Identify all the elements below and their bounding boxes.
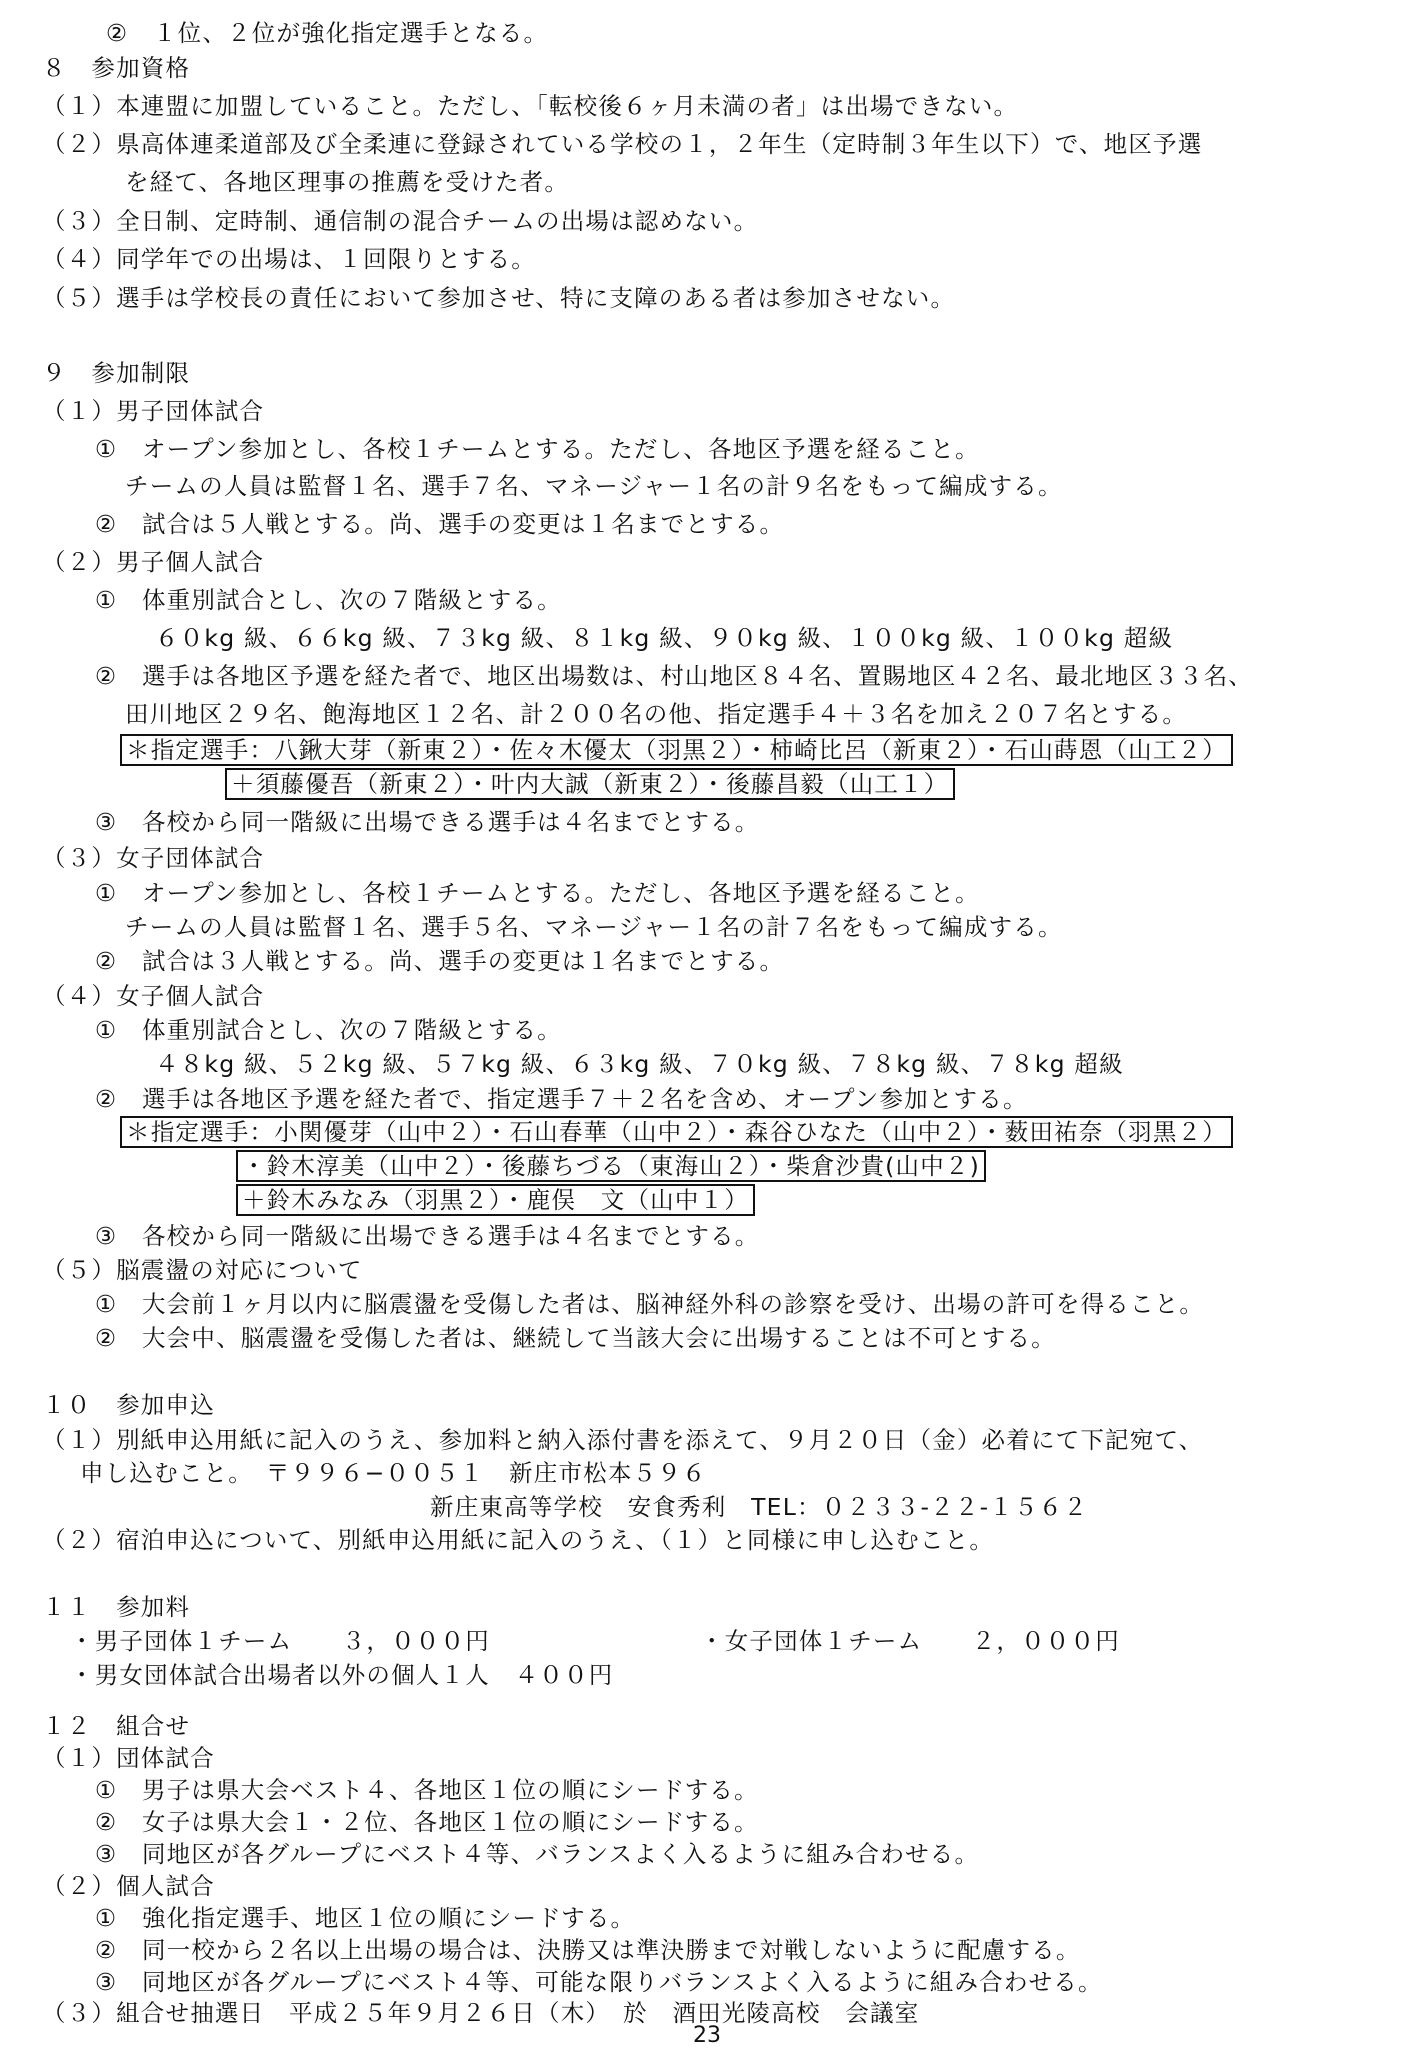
- text-line: （２）宿泊申込について、別紙申込用紙に記入のうえ、（１）と同様に申し込むこと。: [42, 1526, 995, 1554]
- text-line: ② 選手は各地区予選を経た者で、地区出場数は、村山地区８４名、置賜地区４２名、最北地区３３名、: [95, 662, 1253, 690]
- text-line: ① オープン参加とし、各校１チームとする。ただし、各地区予選を経ること。: [95, 435, 980, 463]
- text-line: （１）別紙申込用紙に記入のうえ、参加料と納入添付書を添えて、９月２０日（金）必着にて下記宛て、: [42, 1426, 1204, 1454]
- text-line: チームの人員は監督１名、選手７名、マネージャー１名の計９名をもって編成する。: [125, 472, 1063, 500]
- section-heading: １２ 組合せ: [42, 1712, 191, 1740]
- text-line: （３）全日制、定時制、通信制の混合チームの出場は認めない。: [42, 207, 759, 235]
- text-line: （３）組合せ抽選日 平成２５年９月２６日（木） 於 酒田光陵高校 会議室: [42, 1999, 920, 2027]
- text-line: ① 体重別試合とし、次の７階級とする。: [95, 586, 562, 614]
- text-line: ① 男子は県大会ベスト４、各地区１位の順にシードする。: [95, 1776, 759, 1804]
- text-line: （２）県高体連柔道部及び全柔連に登録されている学校の１，２年生（定時制３年生以下）で、地区予選: [42, 130, 1203, 158]
- fee-item: ・男女団体試合出場者以外の個人１人 ４００円: [70, 1661, 614, 1689]
- fee-item: ・男子団体１チーム ３，０００円: [70, 1627, 490, 1655]
- text-line: 田川地区２９名、飽海地区１２名、計２００名の他、指定選手４＋３名を加え２０７名とする。: [125, 700, 1188, 728]
- text-line: ② 試合は５人戦とする。尚、選手の変更は１名までとする。: [95, 510, 785, 538]
- text-line: ② 女子は県大会１・２位、各地区１位の順にシードする。: [95, 1808, 759, 1836]
- fee-item: ・女子団体１チーム ２，０００円: [700, 1627, 1120, 1655]
- subsection-heading: （２）個人試合: [42, 1872, 215, 1900]
- section-heading: ８ 参加資格: [42, 54, 191, 82]
- text-line: ① オープン参加とし、各校１チームとする。ただし、各地区予選を経ること。: [95, 879, 980, 907]
- subsection-heading: （５）脳震盪の対応について: [42, 1256, 363, 1284]
- text-line: ① 体重別試合とし、次の７階級とする。: [95, 1016, 562, 1044]
- weight-classes: ６０kg 級、６６kg 級、７３kg 級、８１kg 級、９０kg 級、１００kg 級、１００kg 超級: [155, 624, 1174, 652]
- designated-players-box: ＋鈴木みなみ（羽黒２）・鹿俣 文（山中１）: [236, 1184, 755, 1216]
- text-line: チームの人員は監督１名、選手５名、マネージャー１名の計７名をもって編成する。: [125, 913, 1063, 941]
- designated-players-box: ＋須藤優吾（新東２）・叶内大誠（新東２）・後藤昌毅（山工１）: [225, 768, 955, 800]
- text-line: ② 大会中、脳震盪を受傷した者は、継続して当該大会に出場することは不可とする。: [95, 1324, 1056, 1352]
- designated-players-box: ＊指定選手：小関優芽（山中２）・石山春華（山中２）・森谷ひなた（山中２）・薮田祐奈（羽黒２）: [120, 1116, 1233, 1148]
- designated-players-box: ・鈴木淳美（山中２）・後藤ちづる（東海山２）・柴倉沙貴(山中２): [236, 1150, 986, 1182]
- text-line: ③ 同地区が各グループにベスト４等、可能な限りバランスよく入るように組み合わせる。: [95, 1968, 1103, 1996]
- section-heading: １０ 参加申込: [42, 1391, 215, 1419]
- designated-players-box: ＊指定選手：八鍬大芽（新東２）・佐々木優太（羽黒２）・柿崎比呂（新東２）・石山蒔恩（山工２）: [120, 734, 1233, 766]
- contact-line: 新庄東高等学校 安食秀利 TEL：０２３３-２２-１５６２: [430, 1493, 1089, 1521]
- weight-classes: ４８kg 級、５２kg 級、５７kg 級、６３kg 級、７０kg 級、７８kg 級、７８kg 超級: [155, 1050, 1124, 1078]
- text-line: （４）同学年での出場は、１回限りとする。: [42, 245, 536, 273]
- text-line: ③ 各校から同一階級に出場できる選手は４名までとする。: [95, 808, 760, 836]
- subsection-heading: （４）女子個人試合: [42, 982, 265, 1010]
- subsection-heading: （３）女子団体試合: [42, 844, 265, 872]
- text-line: ① 大会前１ヶ月以内に脳震盪を受傷した者は、脳神経外科の診察を受け、出場の許可を得ること。: [95, 1290, 1205, 1318]
- text-line: ③ 各校から同一階級に出場できる選手は４名までとする。: [95, 1222, 760, 1250]
- subsection-heading: （１）男子団体試合: [42, 397, 265, 425]
- text-line: を経て、各地区理事の推薦を受けた者。: [125, 168, 570, 196]
- subsection-heading: （１）団体試合: [42, 1744, 215, 1772]
- text-line: （５）選手は学校長の責任において参加させ、特に支障のある者は参加させない。: [42, 284, 956, 312]
- text-line: （１）本連盟に加盟していること。ただし、「転校後６ヶ月未満の者」は出場できない。: [42, 92, 1019, 120]
- section-heading: １１ 参加料: [42, 1593, 191, 1621]
- text-line: ② 同一校から２名以上出場の場合は、決勝又は準決勝まで対戦しないように配慮する。: [95, 1936, 1081, 1964]
- text-line: ② １位、２位が強化指定選手となる。: [106, 19, 549, 47]
- text-line: ③ 同地区が各グループにベスト４等、バランスよく入るように組み合わせる。: [95, 1840, 980, 1868]
- text-line: ① 強化指定選手、地区１位の順にシードする。: [95, 1904, 636, 1932]
- section-heading: ９ 参加制限: [42, 359, 191, 387]
- text-line: ② 選手は各地区予選を経た者で、指定選手７＋２名を含め、オープン参加とする。: [95, 1085, 1028, 1113]
- page-number: 23: [693, 2023, 721, 2048]
- subsection-heading: （２）男子個人試合: [42, 548, 265, 576]
- text-line: 申し込むこと。 〒９９６−００５１ 新庄市松本５９６: [80, 1459, 707, 1487]
- text-line: ② 試合は３人戦とする。尚、選手の変更は１名までとする。: [95, 947, 785, 975]
